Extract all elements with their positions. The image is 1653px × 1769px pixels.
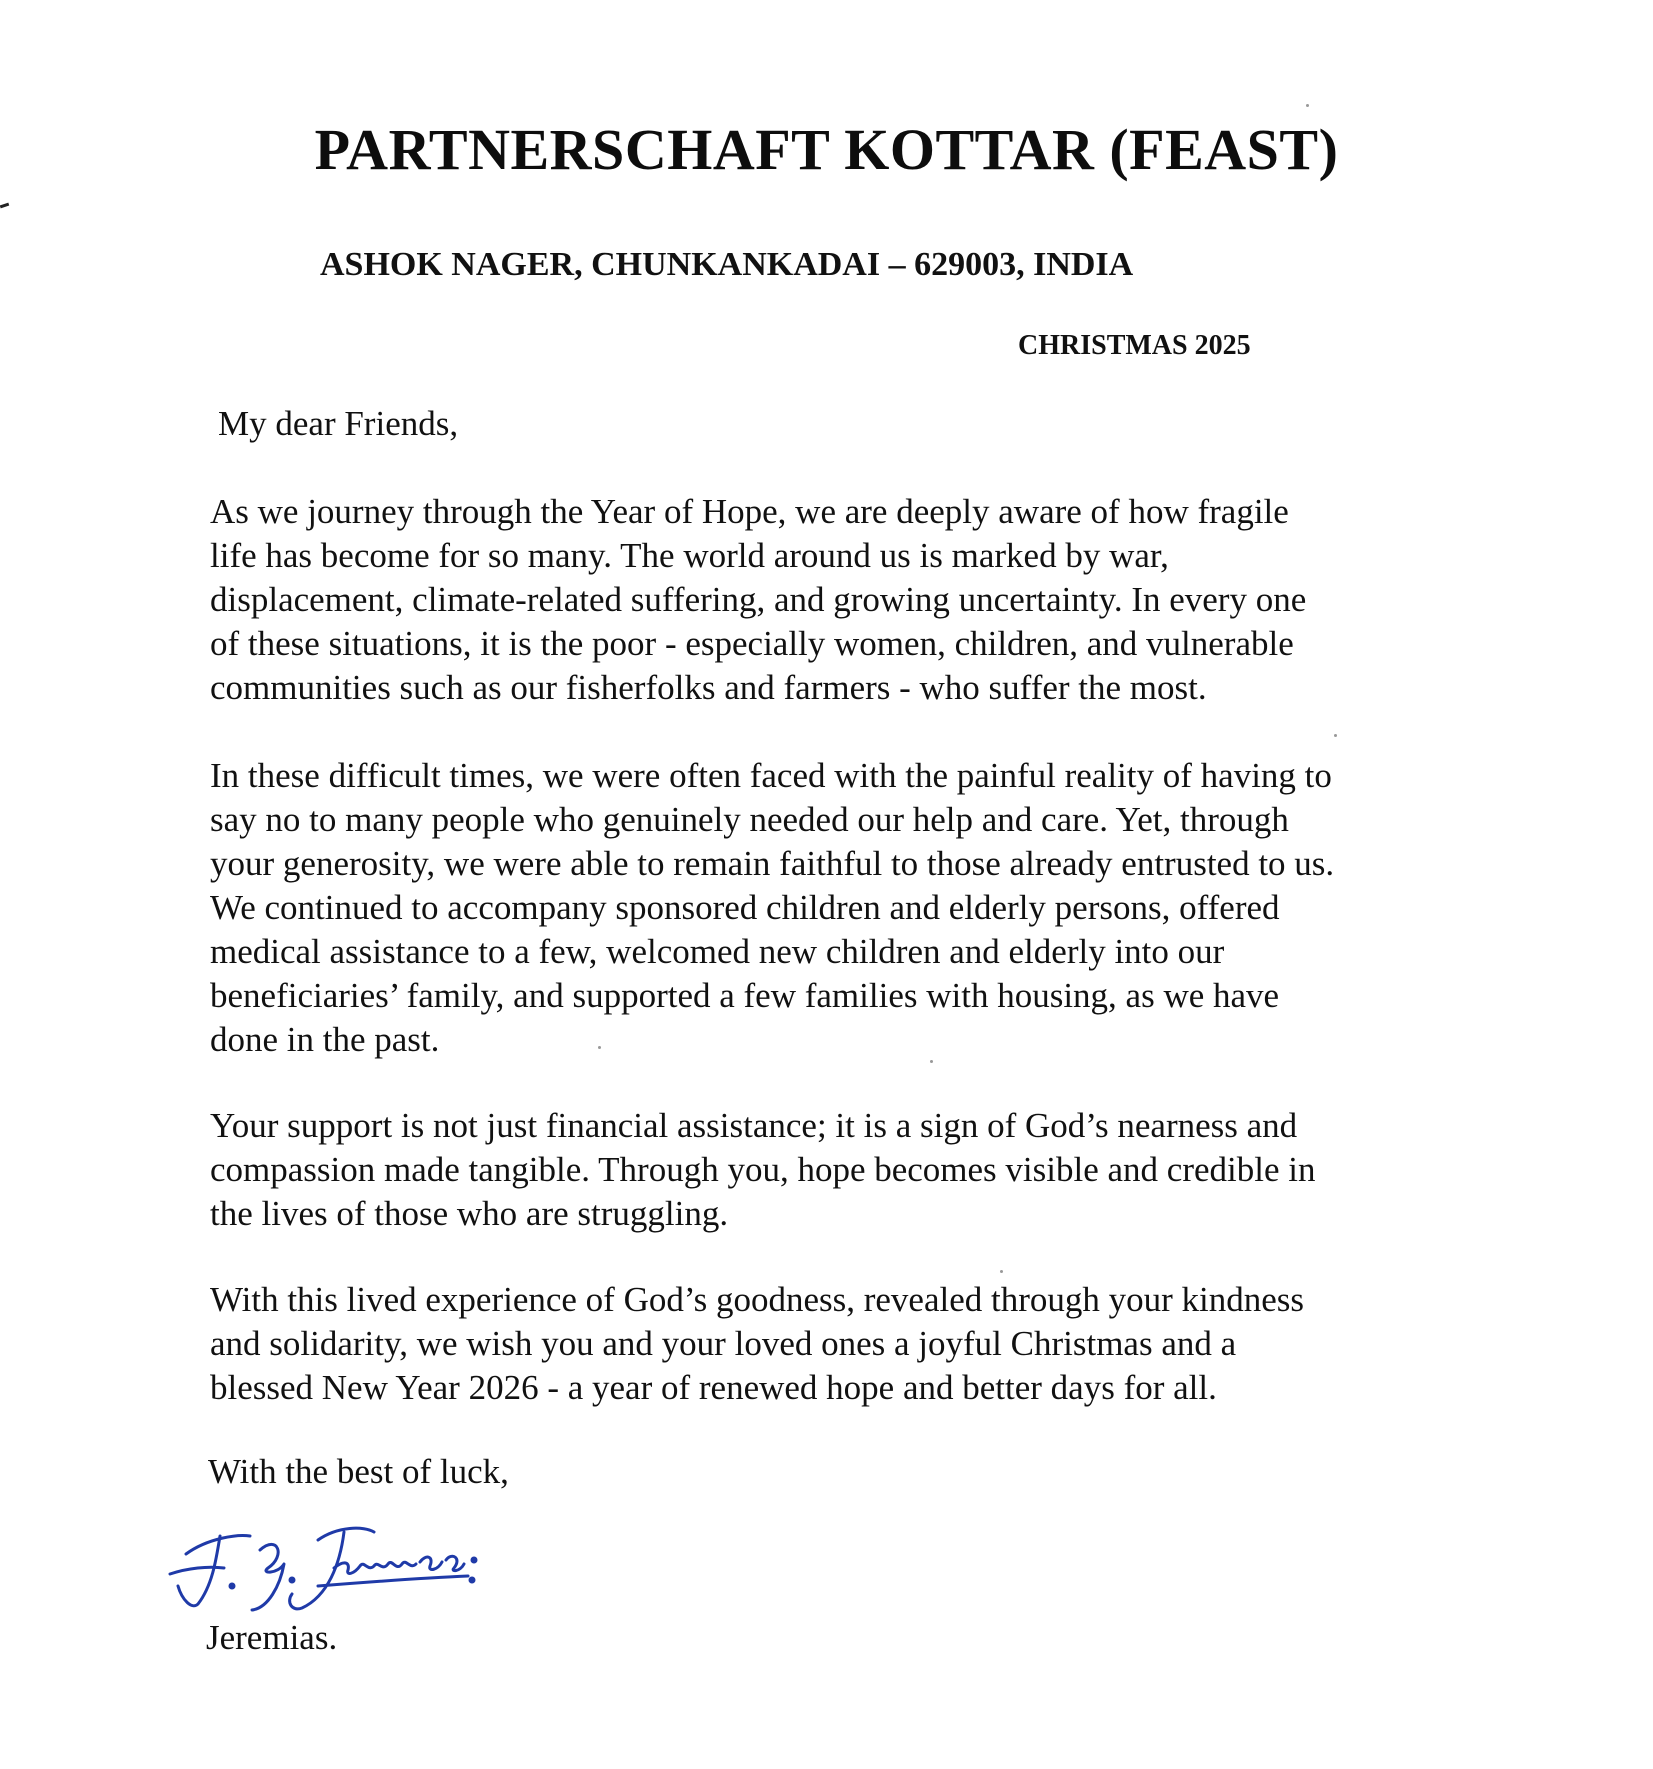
paragraph-line: Your support is not just financial assistance; it is a sign of God’s nearness and <box>210 1106 1298 1145</box>
paragraph-line: With this lived experience of God’s goodness, revealed through your kindness <box>210 1280 1305 1319</box>
letter-date: CHRISTMAS 2025 <box>1018 330 1251 361</box>
paragraph-4 <box>210 1278 1475 1410</box>
paragraph-line: displacement, climate-related suffering, and growing uncertainty. In every one <box>210 580 1307 619</box>
paragraph-3 <box>210 1104 1475 1236</box>
scan-speck <box>1334 734 1337 737</box>
signer-name: Jeremias. <box>206 1618 338 1657</box>
organization-address: ASHOK NAGER, CHUNKANKADAI – 629003, INDIA <box>320 246 1134 283</box>
paragraph-line: blessed New Year 2026 - a year of renewed hope and better days for all. <box>210 1368 1217 1407</box>
paragraph-line: life has become for so many. The world around us is marked by war, <box>210 536 1169 575</box>
paragraph-line: compassion made tangible. Through you, hope becomes visible and credible in <box>210 1150 1316 1189</box>
scan-speck <box>1000 1270 1003 1273</box>
paragraph-line: and solidarity, we wish you and your loved ones a joyful Christmas and a <box>210 1324 1237 1363</box>
handwritten-signature <box>168 1516 518 1616</box>
organization-title: PARTNERSCHAFT KOTTAR (FEAST) <box>314 117 1339 182</box>
paragraph-line: In these difficult times, we were often faced with the painful reality of having to <box>210 756 1332 795</box>
paragraph-line: medical assistance to a few, welcomed new children and elderly into our <box>210 932 1225 971</box>
salutation: My dear Friends, <box>218 404 459 443</box>
paragraph-line: of these situations, it is the poor - especially women, children, and vulnerable <box>210 624 1294 663</box>
paragraph-line: say no to many people who genuinely needed our help and care. Yet, through <box>210 800 1289 839</box>
scan-edge-mark <box>0 203 9 209</box>
scan-speck <box>1306 104 1309 107</box>
paragraph-1 <box>210 490 1475 710</box>
paragraph-2 <box>210 754 1475 1062</box>
paragraph-line: We continued to accompany sponsored children and elderly persons, offered <box>210 888 1280 927</box>
paragraph-line: beneficiaries’ family, and supported a few families with housing, as we have <box>210 976 1280 1015</box>
paragraph-line: the lives of those who are struggling. <box>210 1194 729 1233</box>
paragraph-line: your generosity, we were able to remain faithful to those already entrusted to us. <box>210 844 1335 883</box>
scan-speck <box>598 1046 601 1049</box>
paragraph-line: As we journey through the Year of Hope, we are deeply aware of how fragile <box>210 492 1289 531</box>
closing-line: With the best of luck, <box>208 1452 509 1491</box>
paragraph-line: communities such as our fisherfolks and farmers - who suffer the most. <box>210 668 1207 707</box>
paragraph-line: done in the past. <box>210 1020 440 1059</box>
scan-speck <box>930 1060 933 1063</box>
